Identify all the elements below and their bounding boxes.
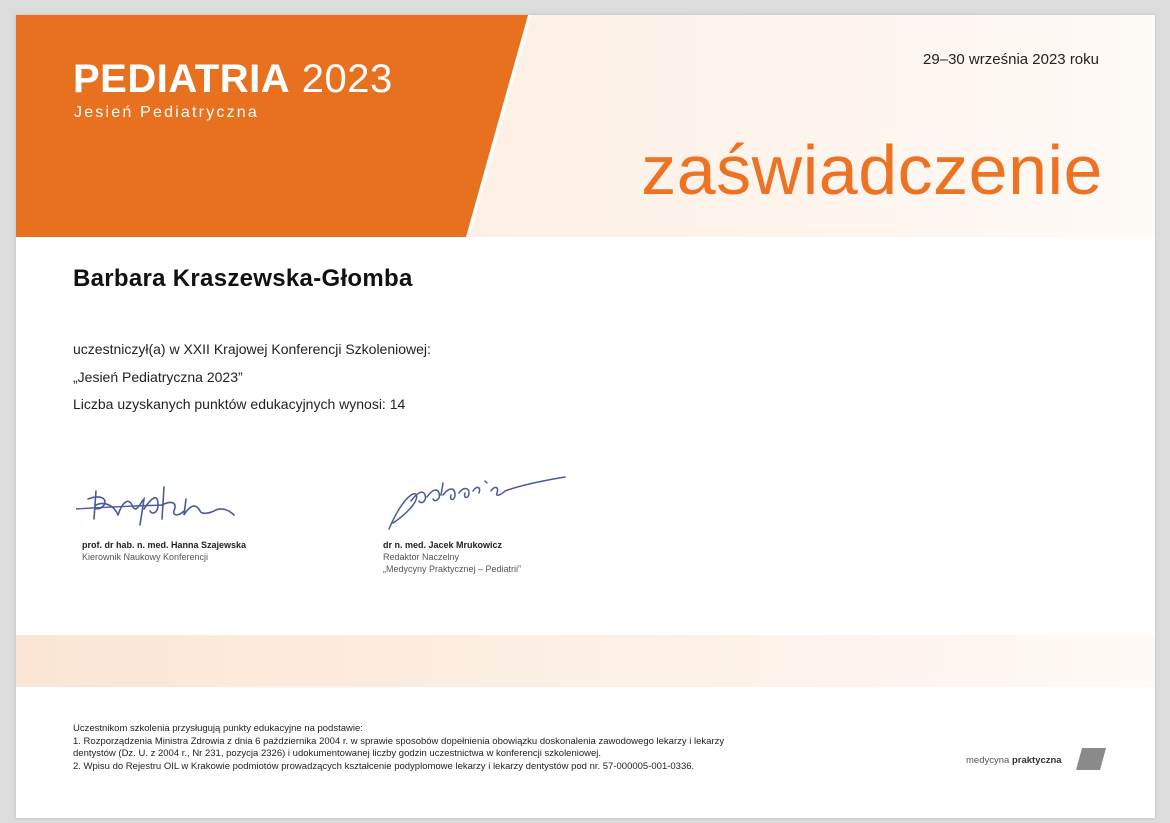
medycyna-praktyczna-logo [966,746,1106,768]
participation-statement: uczestniczył(a) w XXII Krajowej Konferencji Szkoleniowej: [73,341,431,357]
brand-subtitle: Jesień Pediatryczna [74,104,259,121]
logo-mark-icon [1076,748,1106,770]
participant-name: Barbara Kraszewska-Głomba [73,265,413,292]
event-date: 29–30 września 2023 roku [923,51,1099,68]
signatory-2-role: Redaktor Naczelny [383,552,460,562]
signature-2-image [381,471,571,531]
signatory-1-name: prof. dr hab. n. med. Hanna Szajewska [82,540,247,550]
conference-name: „Jesień Pediatryczna 2023” [73,369,243,385]
footer-line: 2. Wpisu do Rejestru OIL w Krakowie podmiotów prowadzących kształcenie podyplomowe lekarzy i lekarzy dentystów pod nr. 57-000005-001-0336. [73,760,695,772]
brand-title [73,57,393,102]
signature-1-image [74,475,254,535]
signatory-2-name: dr n. med. Jacek Mrukowicz [383,540,503,550]
logo-text [966,755,1062,766]
brand-title-year: 2023 [301,57,393,101]
logo-text-bold: praktyczna [1011,755,1062,766]
brand-title-name: PEDIATRIA [73,57,291,101]
certificate-sheet [16,15,1155,818]
education-points: Liczba uzyskanych punktów edukacyjnych wynosi: 14 [73,396,406,412]
footer-band [16,635,1155,687]
signatory-2-role-line2: „Medycyny Praktycznej – Pediatrii” [383,564,522,574]
signatory-1-role: Kierownik Naukowy Konferencji [82,552,209,562]
footer-line: Uczestnikom szkolenia przysługują punkty edukacyjne na podstawie: [73,723,363,734]
document-title: zaświadczenie [641,131,1103,209]
footer-line: dentystów (Dz. U. z 2004 r., Nr 231, pozycja 2326) i udokumentowanej liczby godzin uczestnictwa w konferencji szkoleniowej. [73,748,602,759]
legal-footer [73,723,833,773]
logo-text-light: medycyna [966,755,1010,766]
footer-line: 1. Rozporządzenia Ministra Zdrowia z dnia 6 października 2004 r. w sprawie sposobów dopełnienia obowiązku doskonalenia zawodowego lekarzy i lekarzy [73,735,725,747]
